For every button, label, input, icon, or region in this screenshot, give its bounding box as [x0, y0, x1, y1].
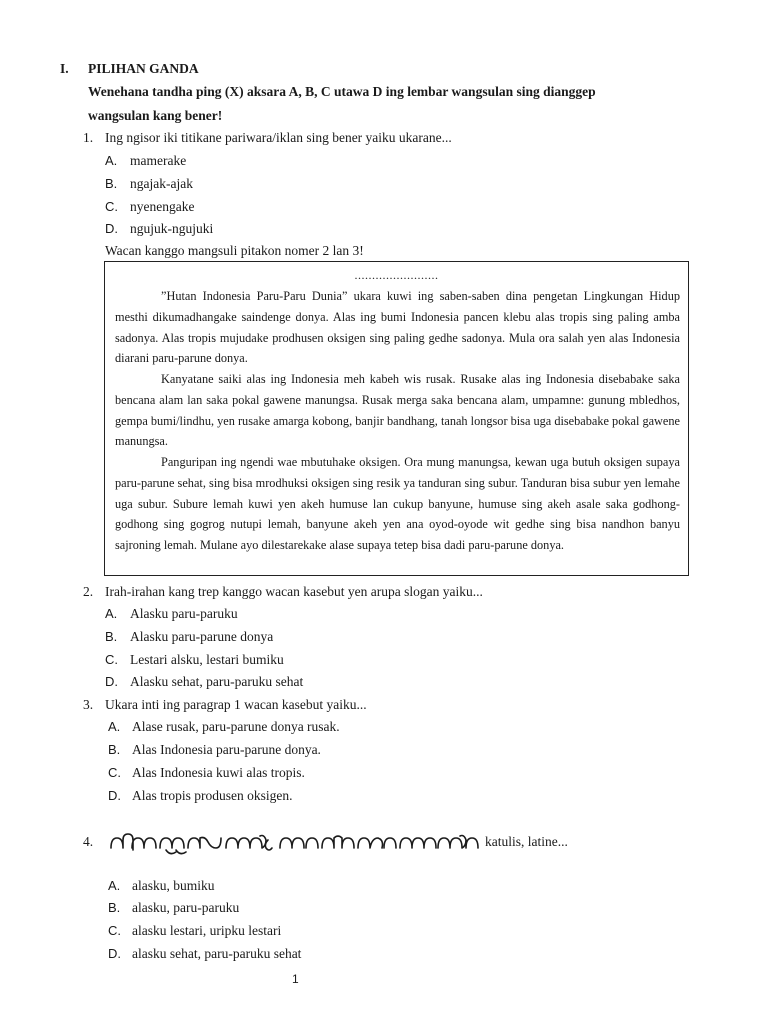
passage-title-placeholder: ........................	[354, 268, 439, 282]
q4-option-d-text: alasku sehat, paru-paruku sehat	[132, 946, 302, 961]
q3-option-d-text: Alas tropis produsen oksigen.	[132, 788, 293, 803]
q3-option-d-letter: D.	[108, 788, 121, 803]
question-2-number: 2.	[83, 584, 94, 599]
passage-paragraph-3-text: Panguripan ing ngendi wae mbutuhake oksigen. Ora mung manungsa, kewan uga butuh oksigen supaya paru-parune sehat, sing bisa mrodhuksi oksigen sing resik ya tanduran sing subur. Tanduran bisa subur yen lemahe uga subur. Subure lemah kuwi yen akeh humuse lan cukup banyune, humuse sing akeh asale saka godhong-godhong sing gogrog nutupi lemah, banyune akeh yen ana oyod-oyode wit gedhe sing bisa nandhon banyu sajroning lemah. Mulane ayo dilestarekake alase supaya tetep bisa dadi paru-parune donya.	[115, 455, 680, 553]
q1-option-a-text: mamerake	[130, 153, 187, 168]
question-3-number: 3.	[83, 697, 94, 712]
question-4-suffix: katulis, latine...	[485, 834, 568, 849]
instruction-line-2: wangsulan kang bener!	[88, 108, 223, 123]
q4-option-a-text: alasku, bumiku	[132, 878, 215, 893]
q3-option-b-text: Alas Indonesia paru-parune donya.	[132, 742, 321, 757]
reading-passage-box	[104, 261, 689, 576]
question-4-number: 4.	[83, 834, 94, 849]
q4-option-d-letter: D.	[108, 946, 121, 961]
q1-option-c-text: nyenengake	[130, 199, 195, 214]
question-1-number: 1.	[83, 130, 94, 145]
page-number: 1	[292, 972, 299, 986]
q3-option-c-letter: C.	[108, 765, 121, 780]
q4-option-b-text: alasku, paru-paruku	[132, 900, 240, 915]
q4-option-c-letter: C.	[108, 923, 121, 938]
q2-option-b-text: Alasku paru-parune donya	[130, 629, 274, 644]
q1-option-c-letter: C.	[105, 199, 118, 214]
passage-paragraph-3	[115, 452, 680, 556]
q2-option-d-letter: D.	[105, 674, 118, 689]
passage-intro: Wacan kanggo mangsuli pitakon nomer 2 lan 3!	[105, 243, 364, 258]
passage-paragraph-1	[115, 286, 680, 369]
q2-option-a-letter: A.	[105, 606, 118, 621]
q3-option-c-text: Alas Indonesia kuwi alas tropis.	[132, 765, 305, 780]
q3-option-a-letter: A.	[108, 719, 121, 734]
q4-option-b-letter: B.	[108, 900, 121, 915]
q2-option-c-letter: C.	[105, 652, 118, 667]
q4-option-a-letter: A.	[108, 878, 121, 893]
q4-option-c-text: alasku lestari, uripku lestari	[132, 923, 282, 938]
q1-option-d-letter: D.	[105, 221, 118, 236]
q3-option-a-text: Alase rusak, paru-parune donya rusak.	[132, 719, 340, 734]
section-number: I.	[60, 61, 69, 76]
passage-paragraph-2-text: Kanyatane saiki alas ing Indonesia meh kabeh wis rusak. Rusake alas ing Indonesia disebabake saka bencana alam lan saka pokal gawene manungsa. Rusak merga saka bencana alam, umpamne: gunung mbledhos, gempa bumi/lindhu, yen rusake amarga kobong, banjir bandhang, tanah longsor bisa uga disebabake pokal gawene manungsa.	[115, 372, 680, 449]
q2-option-a-text: Alasku paru-paruku	[130, 606, 238, 621]
q1-option-d-text: ngujuk-ngujuki	[130, 221, 214, 236]
javanese-script-image	[108, 828, 484, 858]
q1-option-a-letter: A.	[105, 153, 118, 168]
passage-paragraph-1-text: ”Hutan Indonesia Paru-Paru Dunia” ukara kuwi ing saben-saben dina pengetan Lingkungan Hidup mesthi dikumadhangake saindenge donya. Alas ing bumi Indonesia pancen klebu alas tropis sing paling amba sadonya. Alas tropis mujudake prodhusen oksigen sing paling gedhe sadonya. Mula ora salah yen alas Indonesia diarani paru-parune donya.	[115, 289, 680, 366]
section-title: PILIHAN GANDA	[88, 61, 199, 76]
q2-option-d-text: Alasku sehat, paru-paruku sehat	[130, 674, 304, 689]
passage-paragraph-2	[115, 369, 680, 452]
q2-option-b-letter: B.	[105, 629, 118, 644]
instruction-line-1: Wenehana tandha ping (X) aksara A, B, C utawa D ing lembar wangsulan sing dianggep	[88, 84, 596, 99]
question-3-text: Ukara inti ing paragrap 1 wacan kasebut yaiku...	[105, 697, 367, 712]
q1-option-b-text: ngajak-ajak	[130, 176, 193, 191]
question-2-text: Irah-irahan kang trep kanggo wacan kasebut yen arupa slogan yaiku...	[105, 584, 483, 599]
q2-option-c-text: Lestari alsku, lestari bumiku	[130, 652, 284, 667]
question-1-text: Ing ngisor iki titikane pariwara/iklan sing bener yaiku ukarane...	[105, 130, 452, 145]
q1-option-b-letter: B.	[105, 176, 118, 191]
q3-option-b-letter: B.	[108, 742, 121, 757]
